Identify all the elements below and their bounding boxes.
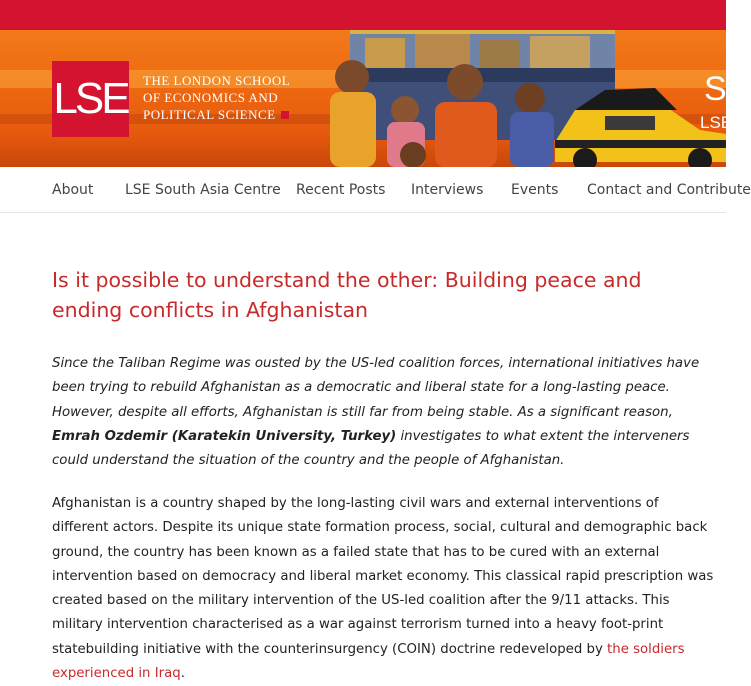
site-subtitle: LSE bbox=[700, 113, 733, 132]
soldiers-iraq-link[interactable]: the soldiers experienced in Iraq bbox=[52, 641, 685, 682]
main-nav bbox=[0, 167, 751, 213]
logo-line: OF ECONOMICS AND bbox=[143, 90, 279, 105]
logo-line: THE LONDON SCHOOL bbox=[143, 73, 291, 88]
logo-line: POLITICAL SCIENCE bbox=[143, 106, 290, 123]
body-text: Afghanistan is a country shaped by the long-lasting civil wars and external interventions of different actors. Despite its unique state formation process, social, cultural and demographic back ground, the country has been known as a failed state that has to be cured with an external intervention based on democracy and liberal market economy. This classical rapid prescription was created based on the military intervention of the US-led coalition after the 9/11 attacks. This military intervention characterised as a war against terrorism turned into a heavy foot-print statebuilding initiative with the counterinsurgency (COIN) doctrine redeveloped by bbox=[52, 496, 714, 657]
nav-item-about[interactable]: About bbox=[52, 182, 94, 198]
lse-logo[interactable] bbox=[52, 61, 129, 137]
top-red-bar bbox=[0, 0, 726, 30]
logo-square-icon bbox=[281, 111, 289, 119]
nav-item-south-asia-centre[interactable]: LSE South Asia Centre bbox=[125, 182, 281, 198]
site-title[interactable]: S bbox=[704, 70, 727, 108]
author-name: Emrah Ozdemir (Karatekin University, Turkey) bbox=[52, 428, 397, 444]
article-title: Is it possible to understand the other: Building peace and ending conflicts in Afghanistan bbox=[52, 268, 642, 322]
intro-text: Since the Taliban Regime was ousted by the US-led coalition forces, international initiatives have been trying to rebuild Afghanistan as a democratic and liberal state for a long-lasting peace. However, despite all efforts, Afghanistan is still far from being stable. As a significant reason, bbox=[52, 356, 700, 420]
lse-logo-mark: LSE bbox=[53, 74, 128, 123]
nav-item-contact[interactable]: Contact and Contribute bbox=[587, 182, 751, 198]
intro-text: investigates to what extent the interveners could understand the situation of the country and the people of Afghanistan. bbox=[52, 428, 690, 469]
body-text: . bbox=[180, 666, 185, 682]
article-body-paragraph bbox=[52, 492, 718, 686]
header-photo-children-taxi bbox=[305, 30, 726, 167]
article-intro bbox=[52, 352, 718, 473]
nav-item-recent-posts[interactable]: Recent Posts bbox=[296, 182, 386, 198]
nav-item-events[interactable]: Events bbox=[511, 182, 559, 198]
site-banner bbox=[0, 30, 733, 167]
nav-item-interviews[interactable]: Interviews bbox=[411, 182, 484, 198]
lse-logo-wordmark[interactable] bbox=[143, 72, 290, 123]
